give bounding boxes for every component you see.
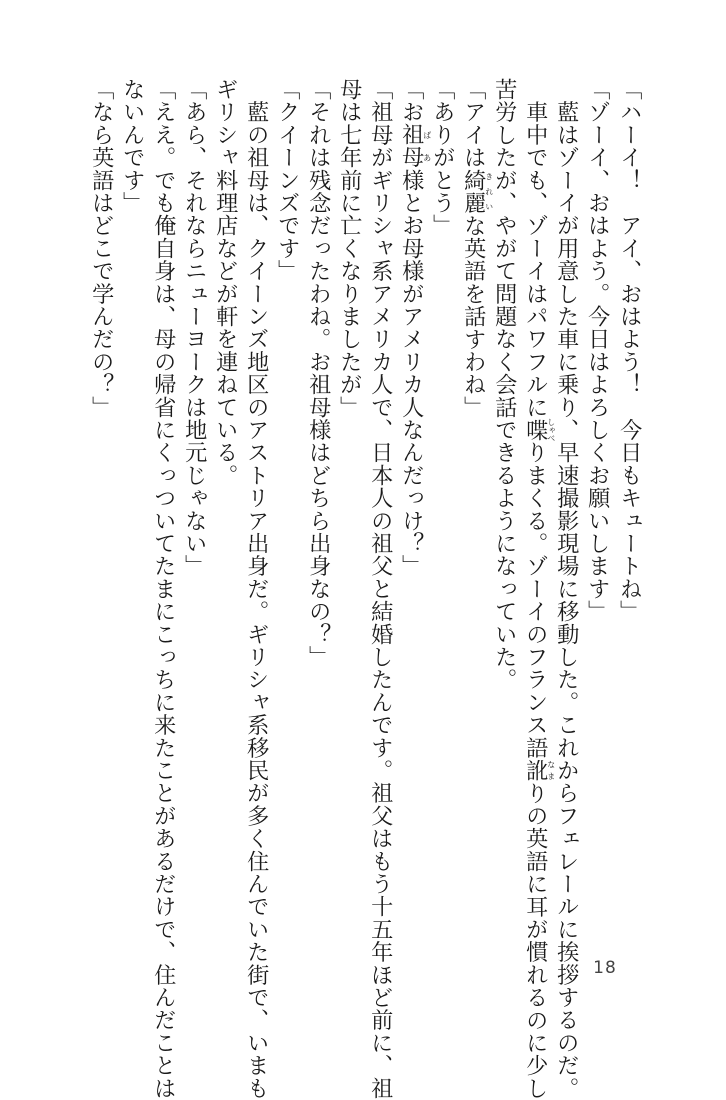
- ruby-text: ばあ: [422, 123, 432, 169]
- text-line: 「ええ。でも俺自身は、母の帰省にくっついてたまにこっちに来たことがあるだけで、住んだことは: [150, 78, 177, 1100]
- text-line: 「クイーンズです」: [274, 78, 301, 283]
- text-line: 「それは残念だったわね。お祖母様はどちら出身なの？」: [305, 78, 332, 669]
- text-line-with-ruby: 車中でも、ゾーイはパワフルに喋しゃべりまくる。ゾーイのフランス語訛なまりの英語に耳が慣れるのに少し: [522, 78, 556, 1100]
- text-line: 「ありがとう」: [429, 78, 456, 237]
- ruby-text: なま: [546, 759, 556, 782]
- text-line-with-ruby: 「お祖母ばあ様とお母様がアメリカ人なんだっけ？」: [398, 78, 432, 578]
- text-line: 「祖母がギリシャ系アメリカ人で、日本人の祖父と結婚したんです。祖父はもう十五年ほど前に、祖: [367, 78, 394, 1100]
- text-line: 藍の祖母は、クイーンズ地区のアストリア出身だ。ギリシャ系移民が多く住んでいた街で、いまも: [243, 78, 270, 1100]
- text-line: 「あら、それならニューヨークは地元じゃない」: [181, 78, 208, 578]
- text-line: 苦労したが、やがて問題なく会話できるようになっていた。: [491, 78, 518, 691]
- text-line: 「ハーイ！ アイ、おはよう！ 今日もキュートね」: [616, 78, 643, 623]
- ruby-text: しゃべ: [546, 417, 556, 442]
- ruby-text: きれい: [484, 168, 494, 215]
- text-line: ないんです」: [119, 78, 146, 215]
- text-line: 「なら英語はどこで学んだの？」: [88, 78, 115, 419]
- text-line: 藍はゾーイが用意した車に乗り、早速撮影現場に移動した。これからフェレールに挨拶するのだ。: [553, 78, 580, 1100]
- page-number: 18: [593, 958, 617, 978]
- text-line: 母は七年前に亡くなりましたが」: [336, 78, 363, 419]
- text-line: 「ゾーイ、おはよう。今日はよろしくお願いします」: [584, 78, 611, 623]
- text-line-with-ruby: 「アイは綺麗きれいな英語を話すわね」: [460, 78, 494, 419]
- text-line: ギリシャ料理店などが軒を連ねている。: [212, 78, 239, 487]
